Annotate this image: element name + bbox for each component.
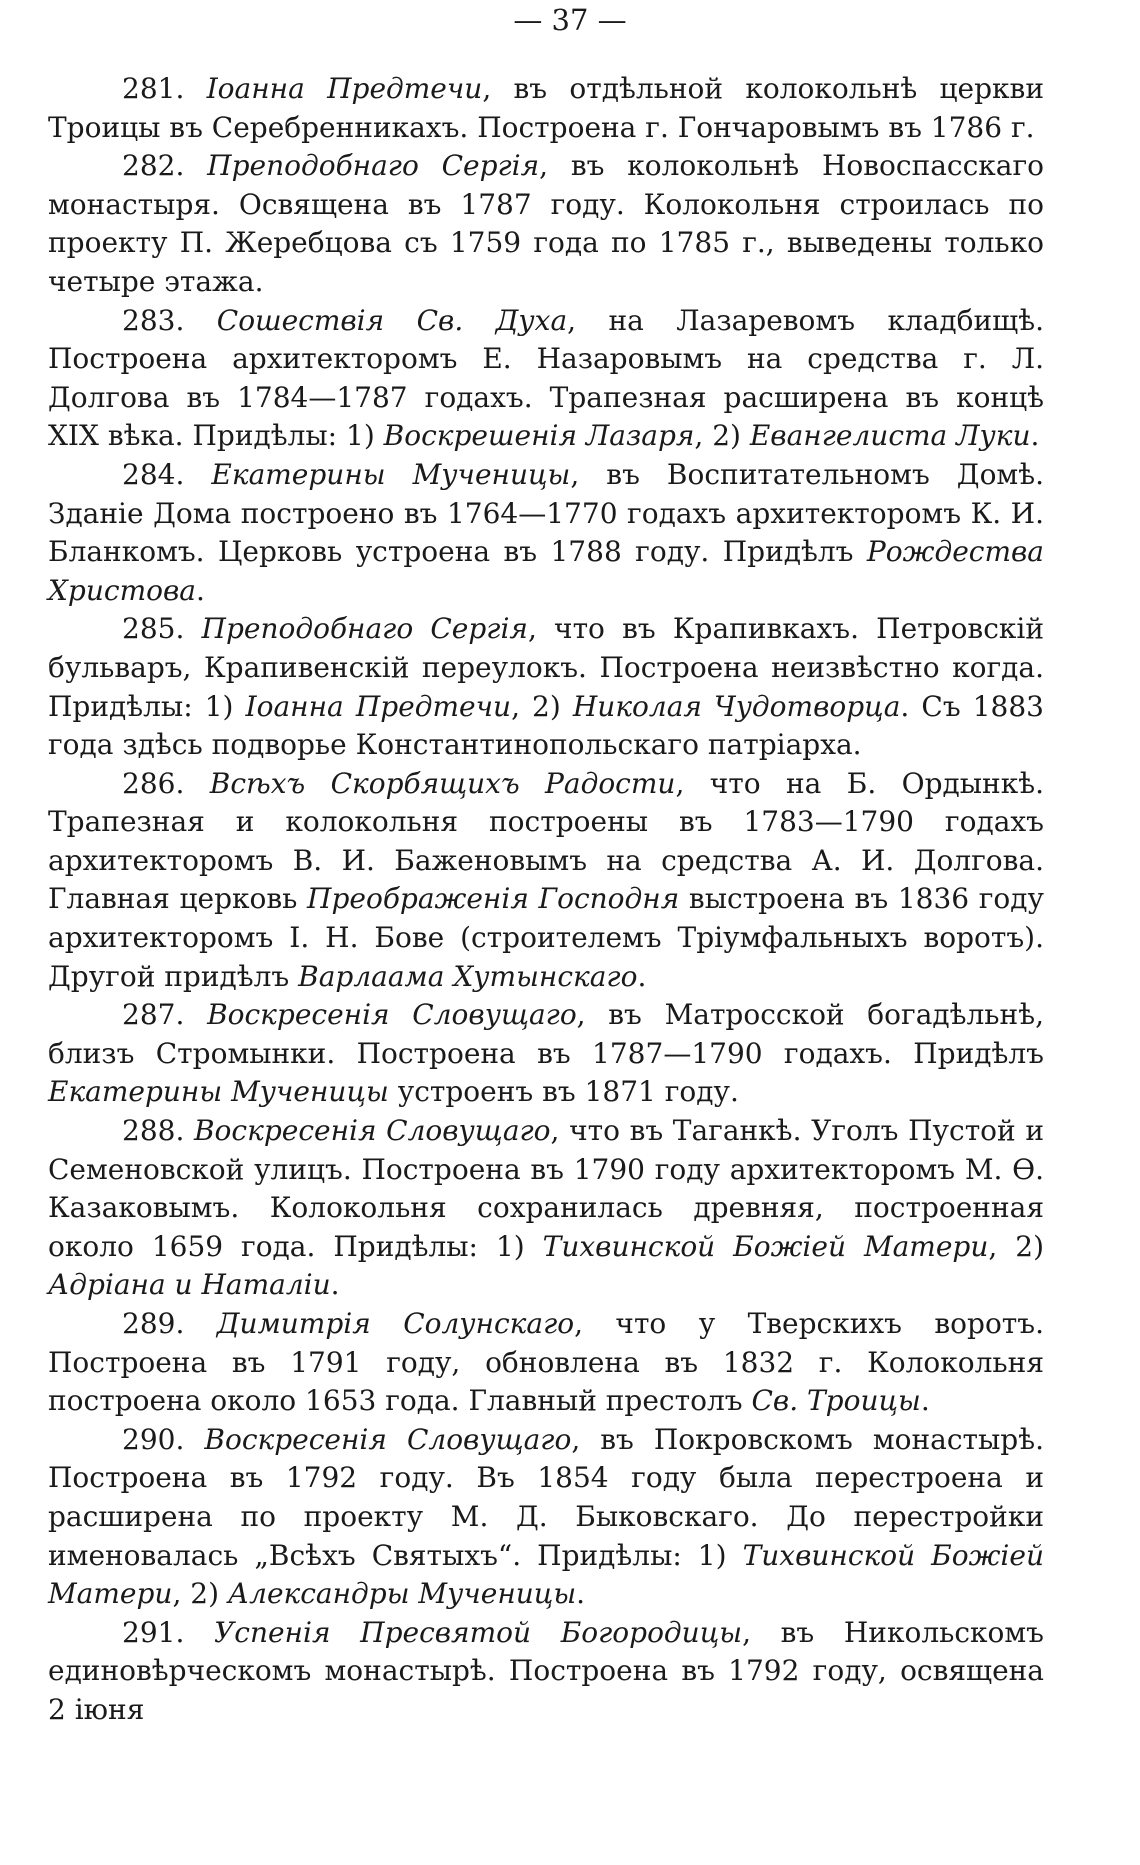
entry-italic-name: Св. Троицы: [751, 1384, 921, 1418]
entry-italic-name: Успенія Пресвятой Богородицы: [214, 1615, 743, 1649]
entry-paragraph: [48, 1112, 1044, 1305]
entry-text: .: [920, 1384, 930, 1418]
entry-text: .: [637, 959, 647, 993]
entry-paragraph: [48, 1421, 1044, 1614]
entry-text: .: [576, 1577, 586, 1611]
entry-paragraph: [48, 1305, 1044, 1421]
entry-italic-name: Іоанна Предтечи: [245, 689, 512, 723]
entry-paragraph: [48, 456, 1044, 610]
entry-number: 281.: [122, 72, 207, 105]
entry-italic-name: Тихвинской Божіей Матери: [542, 1229, 989, 1263]
entry-number: 285.: [122, 612, 202, 646]
entry-italic-name: Тихвинской Божіей Матери: [48, 1538, 1044, 1611]
entry-text: , 2): [988, 1229, 1044, 1263]
entry-text: , на Лазаревомъ кладбищѣ. Построена архитекторомъ Е. Назаровымъ на средства г. Л. Долгова въ 1784—1787 годахъ. Трапезная расширена въ концѣ XIX вѣка. Придѣлы: 1): [48, 303, 1044, 453]
entry-text: , въ колокольнѣ Новоспасскаго монастыря. Освящена въ 1787 году. Колокольня строилась по проекту П. Жеребцова съ 1759 года по 1785 г., выведены только четыре этажа.: [48, 149, 1045, 298]
entry-number: 290.: [122, 1422, 205, 1456]
entries-list: [48, 70, 1044, 1730]
entry-italic-name: Екатерины Мученицы: [211, 457, 571, 491]
entry-text: , въ Никольскомъ единовѣрческомъ монастырѣ. Построена въ 1792 году, освящена 2 іюня: [48, 1615, 1044, 1726]
entry-text: , въ Воспитательномъ Домѣ. Зданіе Дома построено въ 1764—1770 годахъ архитекторомъ К. И. Бланкомъ. Церковь устроена въ 1788 году. Придѣлъ: [48, 457, 1044, 569]
entry-paragraph: [48, 70, 1044, 147]
page-number: — 37 —: [513, 3, 627, 37]
entry-italic-name: Воскресенія Словущаго: [204, 1422, 572, 1456]
entry-text: , въ отдѣльной колокольнѣ церкви Троицы въ Серебренникахъ. Построена г. Гончаровымъ въ 1786 г.: [48, 72, 1044, 144]
entry-italic-name: Варлаама Хутынскаго: [298, 959, 638, 993]
entry-number: 291.: [122, 1615, 215, 1649]
entry-text: , что въ Таганкѣ. Уголъ Пустой и Семеновской улицъ. Построена въ 1790 году архитекторомъ М. Ѳ. Казаковымъ. Колокольня сохранилась древняя, построенная около 1659 года. Придѣлы: 1): [48, 1114, 1045, 1263]
entry-italic-name: Александры Мученицы: [227, 1577, 577, 1611]
entry-number: 288.: [122, 1114, 194, 1148]
entry-number: 289.: [122, 1307, 217, 1340]
entry-number: 282.: [122, 149, 208, 183]
entry-number: 287.: [122, 998, 208, 1032]
entry-italic-name: Преображенія Господня: [307, 882, 680, 916]
entry-italic-name: Іоанна Предтечи: [206, 72, 483, 105]
entry-text: , что въ Крапивкахъ. Петровскій бульваръ, Крапивенскій переулокъ. Построена неизвѣстно когда. Придѣлы: 1): [48, 612, 1044, 723]
entry-number: 283.: [122, 303, 217, 337]
entry-italic-name: Воскресенія Словущаго: [193, 1114, 551, 1148]
entry-text: .: [330, 1268, 340, 1302]
entry-text: , что на Б. Ордынкѣ. Трапезная и колокольня построены въ 1783—1790 годахъ архитекторомъ В. И. Баженовымъ на средства А. И. Долгова. Главная церковь: [48, 766, 1045, 916]
entry-italic-name: Николая Чудотворца: [572, 689, 901, 723]
entry-italic-name: Всѣхъ Скорбящихъ Радости: [209, 766, 676, 800]
entry-text: выстроена въ 1836 году архитекторомъ І. Н. Бове (строителемъ Тріумфальныхъ воротъ). Другой придѣлъ: [48, 882, 1045, 993]
entry-italic-name: Преподобнаго Сергія: [201, 612, 528, 646]
entry-text: .: [195, 573, 205, 607]
entry-italic-name: Рождества Христова: [48, 535, 1044, 607]
entry-paragraph: [48, 1614, 1044, 1730]
entry-paragraph: [48, 765, 1044, 997]
entry-italic-name: Преподобнаго Сергія: [207, 149, 540, 183]
entry-number: 284.: [122, 457, 212, 491]
entry-italic-name: Екатерины Мученицы: [48, 1075, 389, 1109]
entry-text: . Съ 1883 года здѣсь подворье Константинопольскаго патріарха.: [48, 689, 1044, 762]
entry-number: 286.: [122, 766, 210, 800]
entry-paragraph: [48, 610, 1044, 764]
entry-text: , въ Покровскомъ монастырѣ. Построена въ 1792 году. Въ 1854 году была перестроена и расширена по проекту М. Д. Быковскаго. До перестройки именовалась „Всѣхъ Святыхъ“. Придѣлы: 1): [48, 1422, 1045, 1572]
entry-text: .: [1030, 419, 1040, 453]
entry-italic-name: Сошествія Св. Духа: [216, 303, 568, 337]
entry-paragraph: [48, 996, 1044, 1112]
entry-italic-name: Адріана и Наталіи: [48, 1268, 331, 1302]
entry-text: , въ Матросской богадѣльнѣ, близъ Стромынки. Построена въ 1787—1790 годахъ. Придѣлъ: [48, 998, 1044, 1070]
entry-text: , 2): [172, 1577, 228, 1611]
entry-text: , 2): [511, 689, 573, 723]
entry-italic-name: Воскресенія Словущаго: [207, 998, 577, 1032]
entry-paragraph: [48, 302, 1044, 456]
entry-italic-name: Воскрешенія Лазаря: [383, 419, 695, 453]
entry-text: , 2): [694, 419, 750, 453]
entry-text: устроенъ въ 1871 году.: [388, 1075, 739, 1109]
entry-text: , что у Тверскихъ воротъ. Построена въ 1791 году, обновлена въ 1832 г. Колокольня построена около 1653 года. Главный престолъ: [48, 1307, 1045, 1418]
entry-italic-name: Димитрія Солунскаго: [216, 1307, 575, 1340]
entry-paragraph: [48, 147, 1044, 301]
entry-italic-name: Евангелиста Луки: [749, 419, 1031, 453]
